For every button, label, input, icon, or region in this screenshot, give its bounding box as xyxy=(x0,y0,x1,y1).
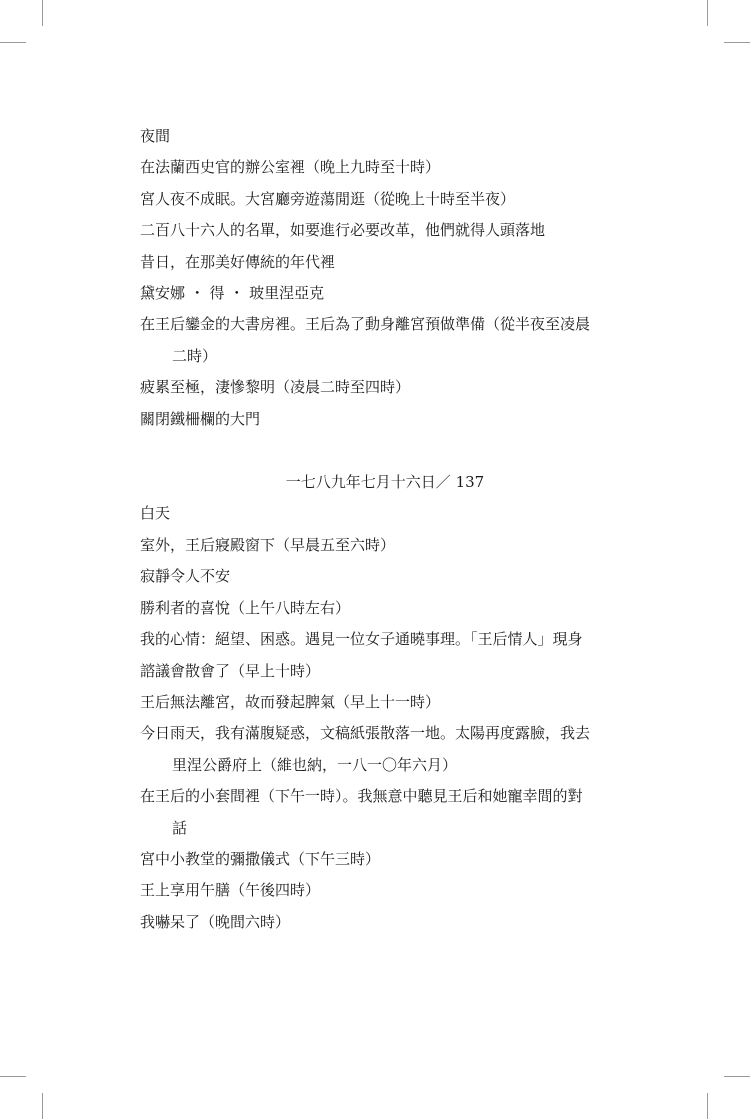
toc-entry: 我嚇呆了（晚間六時） xyxy=(140,912,291,931)
section-night xyxy=(140,121,630,435)
toc-entry: 關閉鐵柵欄的大門 xyxy=(140,409,261,428)
toc-entry: 疲累至極，淒慘黎明（凌晨二時至四時） xyxy=(140,378,411,397)
toc-entry: 我的心情：絕望、困惑。遇見一位女子通曉事理。「王后情人」現身 xyxy=(140,630,583,649)
toc-entry: 昔日，在那美好傳統的年代裡 xyxy=(140,252,336,271)
crop-mark-top-right-vertical xyxy=(707,0,708,26)
toc-entry: 王上享用午膳（午後四時） xyxy=(140,881,321,900)
toc-entry: 室外，王后寢殿窗下（早晨五至六時） xyxy=(140,535,396,554)
toc-entry: 二百八十六人的名單，如要進行必要改革，他們就得人頭落地 xyxy=(140,221,546,240)
toc-entry: 勝利者的喜悅（上午八時左右） xyxy=(140,598,351,617)
chapter-heading: 一七八九年七月十六日／ 137 xyxy=(285,473,485,492)
toc-entry: 寂靜令人不安 xyxy=(140,567,231,586)
crop-mark-bottom-left-vertical xyxy=(42,1093,43,1119)
crop-mark-bottom-right-vertical xyxy=(707,1093,708,1119)
crop-mark-top-right-horizontal xyxy=(724,42,750,43)
section-day xyxy=(140,498,630,938)
toc-entry-continuation: 二時） xyxy=(172,346,218,365)
toc-entry: 在法蘭西史官的辦公室裡（晚上九時至十時） xyxy=(140,158,441,177)
crop-mark-bottom-right-horizontal xyxy=(724,1076,750,1077)
toc-entry: 夜間 xyxy=(140,127,171,145)
toc-entry: 在王后鑾金的大書房裡。王后為了動身離宮預做準備（從半夜至凌晨 xyxy=(140,315,591,334)
toc-entry: 黛安娜 ・ 得 ・ 玻里涅亞克 xyxy=(140,284,325,303)
crop-mark-bottom-left-horizontal xyxy=(0,1076,26,1077)
toc-entry: 在王后的小套間裡（下午一時）。我無意中聽見王后和她寵幸間的對 xyxy=(140,787,583,806)
toc-entry: 王后無法離宮，故而發起脾氣（早上十一時） xyxy=(140,692,441,711)
toc-entry: 宮中小教堂的彌撒儀式（下午三時） xyxy=(140,849,381,868)
toc-entry-continuation: 話 xyxy=(172,818,188,837)
toc-entry: 宮人夜不成眠。大宮廳旁遊蕩閒逛（從晚上十時至半夜） xyxy=(140,189,516,208)
toc-entry: 白天 xyxy=(140,504,171,523)
toc-entry: 今日雨天，我有滿腹疑惑，文稿紙張散落一地。太陽再度露臉，我去 xyxy=(140,724,591,743)
toc-entry-continuation: 里涅公爵府上（維也納，一八一〇年六月） xyxy=(172,755,458,774)
toc-entry: 諮議會散會了（早上十時） xyxy=(140,661,321,680)
section-spacer xyxy=(140,435,630,467)
crop-mark-top-left-horizontal xyxy=(0,42,26,43)
crop-mark-top-left-vertical xyxy=(42,0,43,26)
table-of-contents-page xyxy=(140,121,630,938)
